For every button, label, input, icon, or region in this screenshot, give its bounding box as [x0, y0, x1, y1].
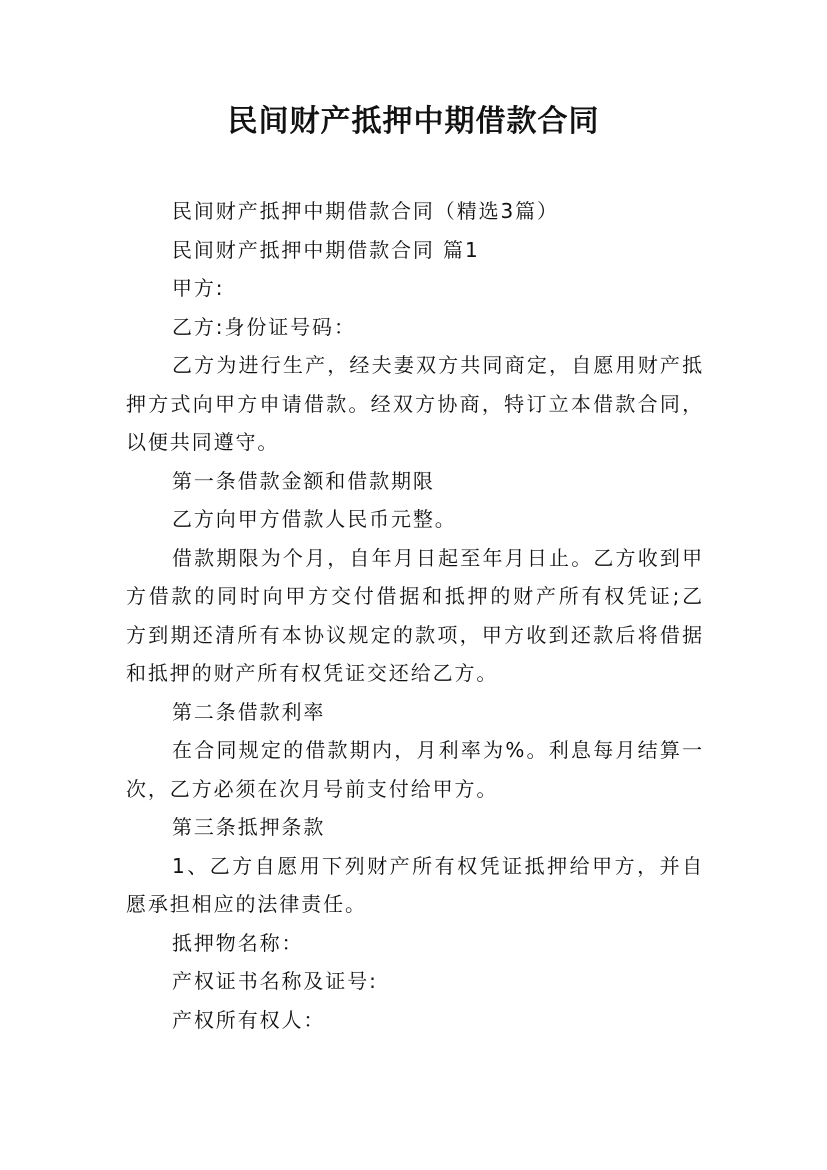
- paragraph-preamble: 乙方为进行生产，经夫妻双方共同商定，自愿用财产抵押方式向甲方申请借款。经双方协商，特订立本借款合同，以便共同遵守。: [126, 353, 704, 454]
- paragraph-party-a: 甲方:: [172, 276, 225, 300]
- paragraph-party-b: 乙方:身份证号码：: [172, 314, 356, 339]
- paragraph-article-1-heading: 第一条借款金额和借款期限: [172, 468, 435, 493]
- paragraph-section-heading: 民间财产抵押中期借款合同 篇1: [172, 237, 480, 262]
- paragraph-article-3-heading: 第三条抵押条款: [172, 815, 326, 839]
- paragraph-collateral-name: 抵押物名称：: [172, 930, 304, 955]
- paragraph-property-owner: 产权所有权人：: [172, 1007, 326, 1032]
- paragraph-subtitle: 民间财产抵押中期借款合同（精选3篇）: [172, 199, 559, 223]
- paragraph-loan-amount: 乙方向甲方借款人民币元整。: [172, 507, 457, 531]
- paragraph-mortgage-clause-1: 1、乙方自愿用下列财产所有权凭证抵押给甲方，并自愿承担相应的法律责任。: [126, 853, 704, 916]
- document-title: 民间财产抵押中期借款合同: [227, 104, 600, 139]
- paragraph-interest-rate: 在合同规定的借款期内，月利率为%。利息每月结算一次，乙方必须在次月号前支付给甲方。: [126, 738, 704, 801]
- paragraph-certificate-name: 产权证书名称及证号:: [172, 969, 378, 993]
- paragraph-loan-term: 借款期限为个月，自年月日起至年月日止。乙方收到甲方借款的同时向甲方交付借据和抵押的财产所有权凭证;乙方到期还清所有本协议规定的款项，甲方收到还款后将借据和抵押的财产所有权凭证交还给乙方。: [126, 545, 704, 685]
- document-body: [126, 192, 704, 1039]
- paragraph-article-2-heading: 第二条借款利率: [172, 699, 326, 724]
